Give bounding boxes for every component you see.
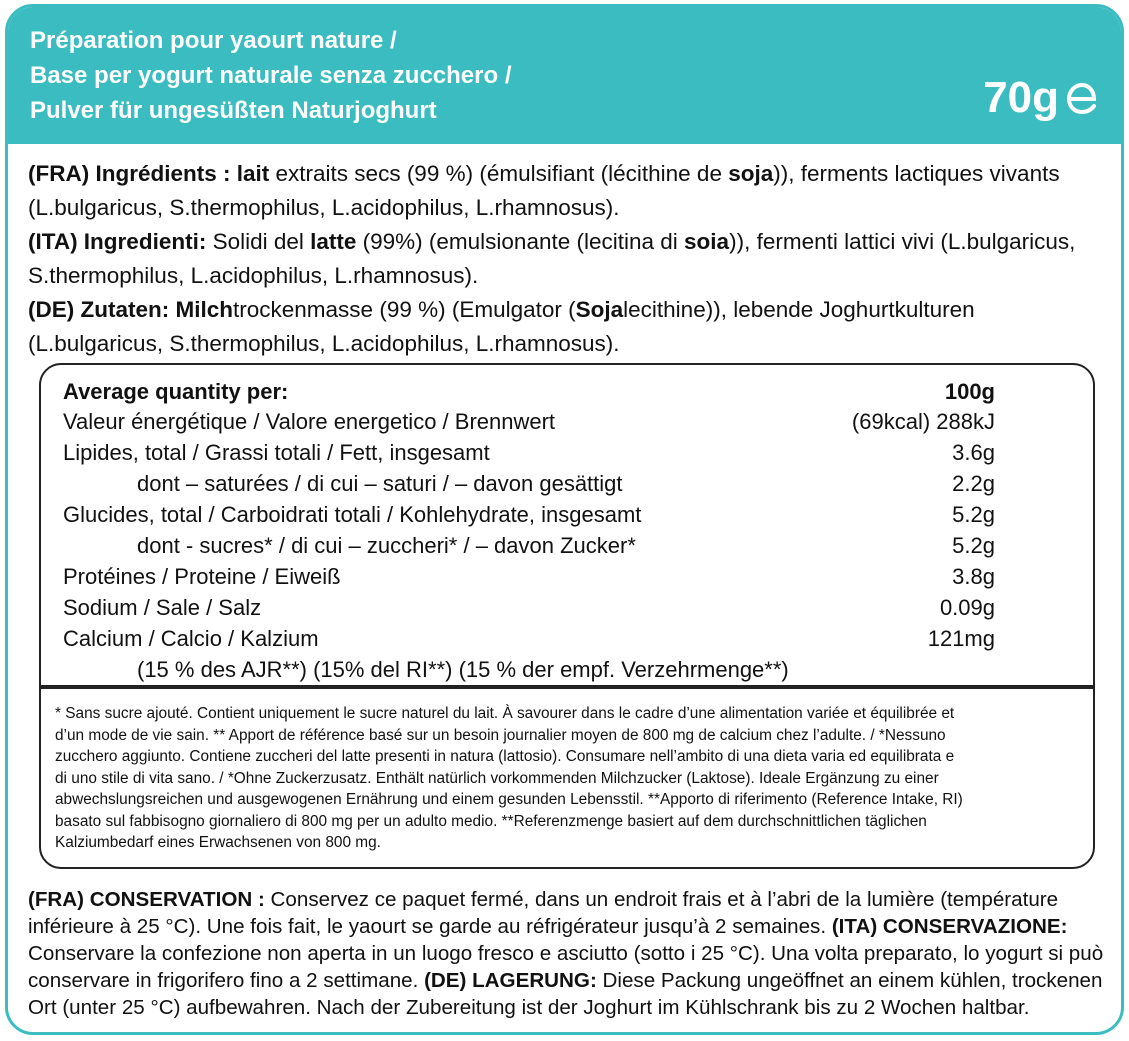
- ingredients-fra-label: (FRA) Ingrédients :: [28, 161, 231, 186]
- conservation-fra-text: Conservez ce paquet fermé, dans un endroit frais et à l’abri de la lumière (température inférieure à 25 °C). Une fois fait, le yaourt se garde au réfrigérateur jusqu’à 2 semaines.: [28, 888, 1059, 938]
- ingredients-section: [28, 157, 1108, 361]
- ingredients-ita: [28, 225, 1108, 293]
- nutrition-row-label: Protéines / Proteine / Eiweiß: [63, 564, 341, 589]
- nutrition-row-energy: [63, 407, 995, 437]
- nutrition-row-calcium-ri: [63, 655, 995, 685]
- nutrition-header-row: [63, 377, 995, 407]
- nutrition-row-carbohydrate: [63, 500, 995, 530]
- ingredients-fra-text: extraits secs (99 %) (émulsifiant (lécithine de: [269, 161, 729, 186]
- ingredients-ita-text-end: )), fermenti lattici vivi (L.bulgaricus, S.thermophilus, L.acidophilus, L.rhamnosus).: [28, 229, 1076, 288]
- e-mark-icon: [1065, 78, 1099, 118]
- nutrition-row-label: dont - sucres* / di cui – zuccheri* / – davon Zucker*: [137, 533, 636, 558]
- title-line-fra: Préparation pour yaourt nature /: [30, 27, 397, 54]
- nutrition-row-label: dont – saturées / di cui – saturi / – davon gesättigt: [137, 471, 623, 496]
- ingredients-de-label: (DE) Zutaten:: [28, 297, 170, 322]
- nutrition-row-value: (69kcal) 288kJ: [851, 409, 995, 434]
- ingredients-ita-label: (ITA) Ingredienti:: [28, 229, 207, 254]
- nutrition-row-label: Lipides, total / Grassi totali / Fett, insgesamt: [63, 440, 490, 465]
- allergen-soy-de: Soja: [575, 297, 624, 322]
- nutrition-row-label: (15 % des AJR**) (15% del RI**) (15 % der empf. Verzehrmenge**): [137, 657, 789, 682]
- footnote-line: Kalziumbedarf eines Erwachsenen von 800 mg.: [55, 834, 381, 851]
- conservation-ita-label: (ITA) CONSERVAZIONE:: [831, 915, 1068, 938]
- footnote-line: zucchero aggiunto. Contiene zuccheri del latte presenti in natura (lattosio). Consumare nell’ambito di una dieta varia ed equilibrata e: [55, 748, 955, 765]
- ingredients-ita-text-mid: (99%) (emulsionante (lecitina di: [356, 229, 685, 254]
- nutrition-row-label: Glucides, total / Carboidrati totali / Kohlehydrate, insgesamt: [63, 502, 642, 527]
- nutrition-header-value: 100g: [944, 379, 995, 404]
- footnote-line: d’un mode de vie sain. ** Apport de référence basé sur un besoin journalier moyen de 800 mg de calcium chez l’adulte. / *Nessuno: [55, 726, 946, 744]
- net-weight-value: 70g: [983, 73, 1059, 122]
- nutrition-row-value: 3.8g: [952, 564, 995, 589]
- nutrition-row-calcium: [63, 624, 995, 654]
- nutrition-table: [39, 363, 1095, 687]
- allergen-milk-ita: latte: [310, 229, 357, 254]
- nutrition-row-label: Calcium / Calcio / Kalzium: [63, 626, 319, 651]
- product-label: [5, 4, 1124, 1035]
- allergen-milk-de: Milch: [175, 297, 234, 322]
- ingredients-de: [28, 293, 1108, 361]
- nutrition-row-value: 2.2g: [952, 471, 995, 496]
- footnote-box: [39, 687, 1095, 869]
- conservation-ita-text: Conservare la confezione non aperta in un luogo fresco e asciutto (sotto i 25 °C). Una volta preparato, lo yogurt si può conservare in frigorifero fino a 2 settimane.: [28, 942, 1104, 992]
- nutrition-header-label: Average quantity per:: [63, 379, 289, 404]
- footnote-line: * Sans sucre ajouté. Contient uniquement le sucre naturel du lait. À savourer dans le cadre d’une alimentation variée et équilibrée et: [55, 705, 955, 722]
- ingredients-de-text: trockenmasse (99 %) (Emulgator (: [233, 297, 576, 322]
- footnote-line: di uno stile di vita sano. / *Ohne Zuckerzusatz. Enthält natürlich vorkommenden Milchzucker (Laktose). Ideale Ergänzung zu einer: [55, 769, 939, 787]
- nutrition-row-value: 5.2g: [952, 533, 995, 558]
- conservation-fra-label: (FRA) CONSERVATION :: [28, 888, 265, 911]
- nutrition-row-value: 121mg: [927, 626, 995, 651]
- ingredients-fra-text-end: )), ferments lactiques vivants (L.bulgaricus, S.thermophilus, L.acidophilus, L.rhamnosus).: [28, 161, 1060, 220]
- ingredients-ita-text: Solidi del: [206, 229, 311, 254]
- allergen-soy-fra: soja: [728, 161, 774, 186]
- conservation-de-label: (DE) LAGERUNG:: [424, 969, 597, 992]
- ingredients-fra: [28, 157, 1108, 225]
- nutrition-row-sugars: [63, 531, 995, 561]
- nutrition-row-fat: [63, 438, 995, 468]
- allergen-soy-ita: soia: [684, 229, 730, 254]
- footnote-line: abwechslungsreichen und ausgewogenen Ernährung und einem gesunden Lebensstil. **Apporto di riferimento (Reference Intake, RI): [55, 791, 963, 808]
- nutrition-row-value: 5.2g: [952, 502, 995, 527]
- nutrition-row-saturates: [63, 469, 995, 499]
- nutrition-row-label: Sodium / Sale / Salz: [63, 595, 262, 620]
- ingredients-de-text-end: lecithine)), lebende Joghurtkulturen (L.bulgaricus, S.thermophilus, L.acidophilus, L.rhamnosus).: [28, 297, 975, 356]
- nutrition-row-value: 3.6g: [952, 440, 995, 465]
- label-header: [8, 7, 1121, 144]
- nutrition-row-salt: [63, 593, 995, 623]
- product-title: [30, 23, 512, 128]
- title-line-de: Pulver für ungesüßten Naturjoghurt: [30, 97, 437, 124]
- allergen-milk-fra: lait: [236, 161, 270, 186]
- conservation-section: [28, 886, 1113, 1021]
- footnote-line: basato sul fabbisogno giornaliero di 800 mg per un adulto medio. **Referenzmenge basiert auf dem durchschnittlichen täglichen: [55, 812, 927, 830]
- nutrition-row-label: Valeur énergétique / Valore energetico / Brennwert: [63, 409, 556, 434]
- nutrition-row-value: 0.09g: [939, 595, 995, 620]
- conservation-de-text: Diese Packung ungeöffnet an einem kühlen, trockenen Ort (unter 25 °C) aufbewahren. Nach der Zubereitung ist der Joghurt im Kühlschrank bis zu 2 Wochen haltbar.: [28, 969, 1103, 1019]
- nutrition-row-protein: [63, 562, 995, 592]
- title-line-ita: Base per yogurt naturale senza zucchero /: [30, 62, 512, 89]
- net-weight: [983, 73, 1099, 123]
